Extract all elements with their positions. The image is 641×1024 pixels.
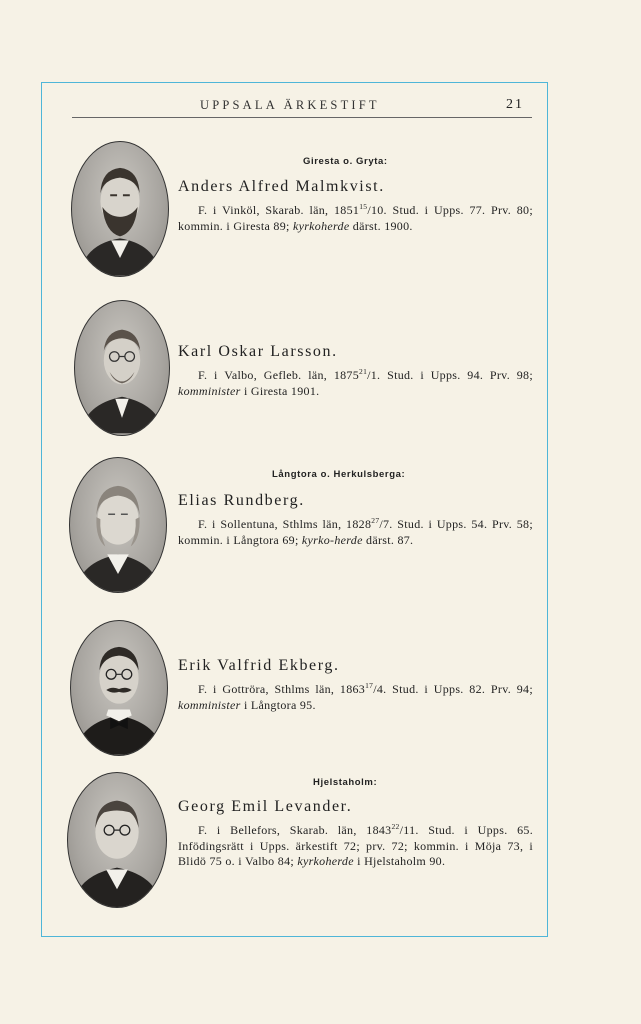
bio-title: kyrko-herde <box>301 532 363 547</box>
bio-text: i Långtora 95. <box>240 697 316 712</box>
bio-title: komminister <box>178 383 241 398</box>
bio-title: kyrkoherde <box>297 854 354 868</box>
bio-text: /10. Stud. i Upps. 77. Prv. 80; kommin. i Giresta 89; <box>178 203 533 233</box>
entry-name: Erik Valfrid Ekberg. <box>178 657 340 674</box>
bio-text: i Hjelstaholm 90. <box>353 854 446 868</box>
parish-heading-giresta-gryta: Giresta o. Gryta: <box>303 156 388 167</box>
parish-heading-langtora-herkulsberga: Långtora o. Herkulsberga: <box>272 469 406 480</box>
portrait-rundberg <box>69 457 167 593</box>
bio-title: kyrkoherde <box>292 218 350 233</box>
portrait-malmkvist <box>71 141 169 277</box>
entry-bio <box>178 678 533 713</box>
page-number: 21 <box>506 97 524 112</box>
bio-date-sup: 22 <box>391 822 400 831</box>
bio-text: /4. Stud. i Upps. 82. Prv. 94; <box>373 682 533 696</box>
bio-text: F. i Vinköl, Skarab. län, 1851 <box>198 203 360 217</box>
entry-bio <box>178 819 533 870</box>
entry-ekberg <box>178 656 533 713</box>
bio-text: /11. Stud. i Upps. 65. Infödingsrätt i Upps. ärkestift 72; prv. 72; kommin. i Möja 73, i Blidö 75 o. i Valbo 84; <box>178 823 534 868</box>
bio-text: /7. Stud. i Upps. 54. Prv. 58; kommin. i Långtora 69; <box>178 517 533 547</box>
entry-bio <box>178 199 533 234</box>
bio-text: /1. Stud. i Upps. 94. Prv. 98; <box>367 368 533 382</box>
entry-bio <box>178 364 533 399</box>
entry-levander <box>178 797 533 870</box>
entry-name: Georg Emil Levander. <box>178 798 353 815</box>
portrait-levander-figure <box>68 773 166 907</box>
bio-text: F. i Valbo, Gefleb. län, 1875 <box>198 368 360 382</box>
bio-text: därst. 87. <box>362 532 414 547</box>
bio-date-sup: 17 <box>365 681 374 690</box>
portrait-malmkvist-figure <box>72 142 168 276</box>
entry-name: Karl Oskar Larsson. <box>178 343 338 360</box>
bio-text: därst. 1900. <box>349 218 413 233</box>
entry-malmkvist <box>178 177 533 234</box>
header-rule <box>72 117 532 118</box>
portrait-larsson <box>74 300 170 436</box>
entry-name: Anders Alfred Malmkvist. <box>178 178 385 195</box>
portrait-ekberg-figure <box>71 621 167 755</box>
bio-title: komminister <box>178 697 241 712</box>
bio-date-sup: 27 <box>371 516 380 525</box>
bio-text: F. i Gottröra, Sthlms län, 1863 <box>198 682 366 696</box>
entry-bio <box>178 513 533 548</box>
bio-date-sup: 21 <box>359 367 368 376</box>
bio-text: F. i Sollentuna, Sthlms län, 1828 <box>198 517 372 531</box>
bio-text: F. i Bellefors, Skarab. län, 1843 <box>198 823 392 837</box>
portrait-rundberg-figure <box>70 458 166 592</box>
entry-name: Elias Rundberg. <box>178 492 305 509</box>
entry-rundberg <box>178 491 533 548</box>
parish-heading-hjelstaholm: Hjelstaholm: <box>313 777 378 788</box>
entry-larsson <box>178 342 533 399</box>
bio-date-sup: 15 <box>359 202 368 211</box>
bio-text: i Giresta 1901. <box>240 383 320 398</box>
portrait-levander <box>67 772 167 908</box>
running-head: UPPSALA ÄRKESTIFT <box>200 98 380 112</box>
portrait-ekberg <box>70 620 168 756</box>
portrait-larsson-figure <box>75 301 169 435</box>
